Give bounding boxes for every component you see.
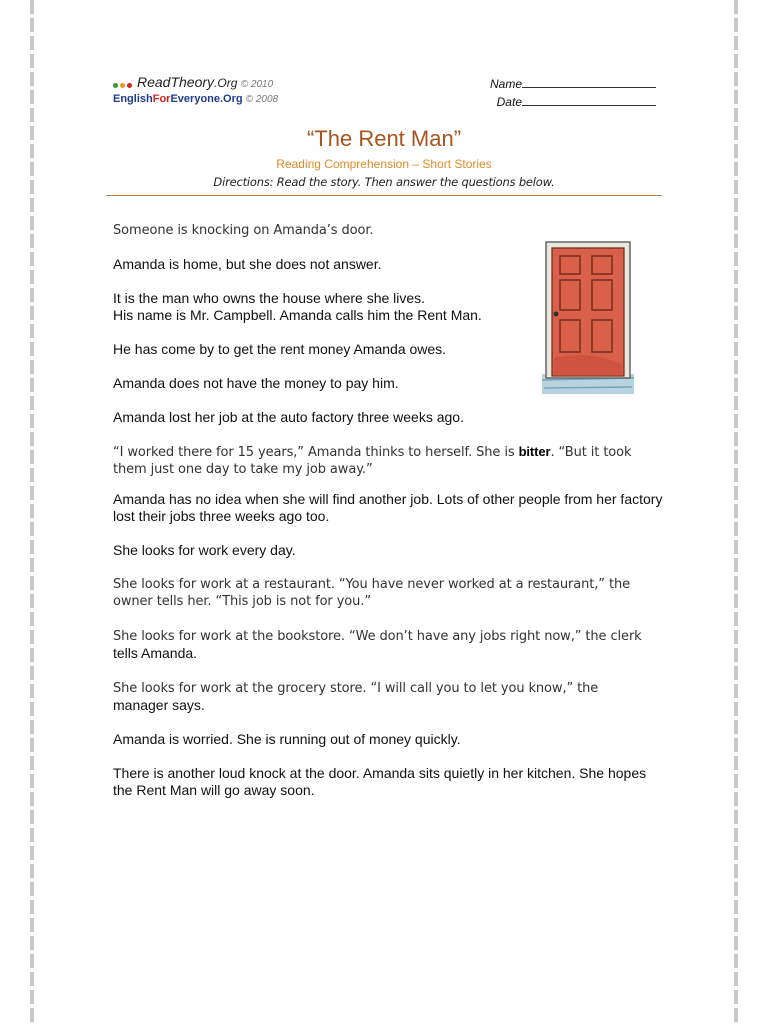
story-paragraph-4: He has come by to get the rent money Amanda owes.: [113, 341, 447, 357]
story-paragraph-10: She looks for work at a restaurant. “You have never worked at a restaurant,” the owner tells her. “This job is not for you.”: [113, 577, 631, 609]
story-body: [113, 222, 663, 816]
brand-english: English: [113, 93, 153, 105]
readtheory-brand: [113, 74, 273, 91]
readtheory-copyright: © 2010: [240, 79, 274, 90]
story-paragraph-7: [113, 443, 663, 478]
name-field[interactable]: [490, 76, 656, 91]
header-divider: [106, 195, 662, 196]
date-label: Date: [496, 95, 522, 109]
vocab-word-bitter: bitter: [518, 444, 551, 459]
story-paragraph-1: Someone is knocking on Amanda’s door.: [113, 223, 374, 238]
p12-line-2: manager says.: [113, 697, 205, 713]
story-paragraph-3-line-1: It is the man who owns the house where she lives.: [113, 290, 426, 306]
brand-for: For: [152, 93, 171, 105]
p11-line-2: tells Amanda.: [113, 645, 198, 661]
englishforeveryone-brand: [113, 93, 278, 105]
date-field[interactable]: [497, 94, 656, 109]
story-title: “The Rent Man”: [306, 126, 462, 151]
story-paragraph-2: Amanda is home, but she does not answer.: [113, 256, 382, 272]
p12-line-1: She looks for work at the grocery store. “I will call you to let you know,” the: [113, 681, 599, 696]
p7-after: . “But it took them just one day to take my job away.”: [113, 445, 632, 477]
story-paragraph-6: Amanda lost her job at the auto factory three weeks ago.: [113, 409, 464, 425]
efe-copyright: © 2008: [245, 94, 279, 105]
story-paragraph-9: She looks for work every day.: [113, 542, 296, 558]
story-paragraph-11: [113, 627, 663, 662]
story-paragraph-13: Amanda is worried. She is running out of money quickly.: [113, 731, 461, 747]
story-paragraph-3: [113, 290, 533, 324]
story-paragraph-8: Amanda has no idea when she will find another job. Lots of other people from her factory lost their jobs three weeks ago too.: [113, 491, 663, 524]
brand-everyone: Everyone.Org: [170, 93, 243, 105]
story-paragraph-12: [113, 679, 663, 714]
story-subtitle: Reading Comprehension – Short Stories: [276, 157, 492, 171]
brand-theory: Theory: [170, 74, 215, 90]
date-blank[interactable]: [522, 94, 656, 106]
left-page-edge: [30, 0, 34, 1024]
story-paragraph-5: Amanda does not have the money to pay him.: [113, 375, 399, 391]
p7-before: “I worked there for 15 years,” Amanda thinks to herself. She is: [113, 445, 519, 460]
directions-text: Directions: Read the story. Then answer the questions below.: [213, 175, 555, 189]
name-label: Name: [489, 77, 522, 91]
worksheet-header: [113, 74, 658, 114]
brand-read: Read: [137, 74, 171, 90]
story-paragraph-14: There is another loud knock at the door. Amanda sits quietly in her kitchen. She hopes the Rent Man will go away soon.: [113, 765, 647, 798]
name-blank[interactable]: [522, 76, 656, 88]
story-paragraph-3-line-2: His name is Mr. Campbell. Amanda calls him the Rent Man.: [113, 307, 482, 323]
right-page-edge: [734, 0, 738, 1024]
p11-line-1: She looks for work at the bookstore. “We don’t have any jobs right now,” the clerk: [113, 629, 642, 644]
traffic-dots-icon: [113, 77, 134, 91]
brand-org: .Org: [214, 76, 238, 90]
